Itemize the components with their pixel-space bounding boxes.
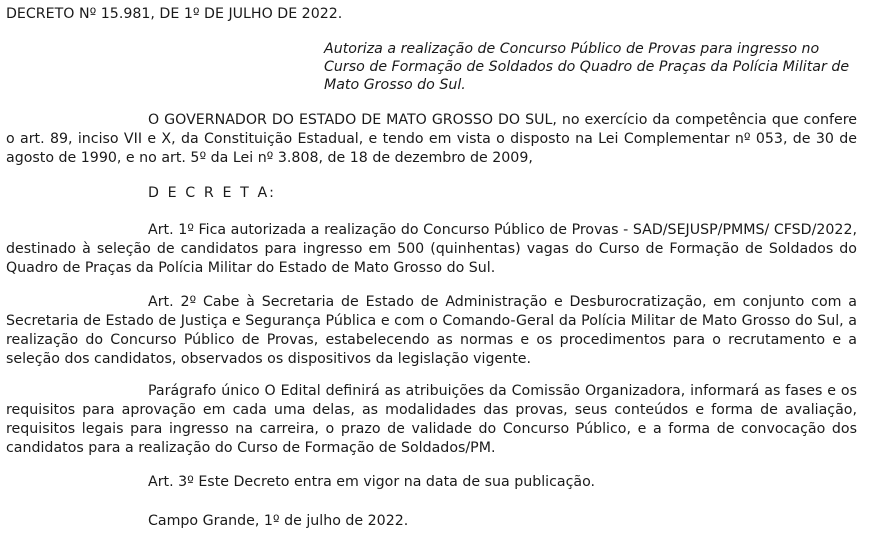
article-2-text: Art. 2º Cabe à Secretaria de Estado de Administração e Desburocratização, em conjunto com a Secretaria de Estado de Justiça e Segurança Pública e com o Comando-Geral da Polícia Militar de Mato Grosso do Sul, a realização do Concurso Público de Provas, estabelecendo as normas e os procedimentos para o recrutamento e a seleção dos candidatos, observados os dispositivos da legislação vigente. <box>6 294 857 367</box>
decreta-label: D E C R E T A: <box>148 185 276 201</box>
article-3: Art. 3º Este Decreto entra em vigor na data de sua publicação. <box>148 474 596 490</box>
article-1-text: Art. 1º Fica autorizada a realização do Concurso Público de Provas - SAD/SEJUSP/PMMS/ CFSD/2022, destinado à seleção de candidatos para ingresso em 500 (quinhentas) vagas do Curso de Formação de Soldados do Quadro de Praças da Polícia Militar do Estado de Mato Grosso do Sul. <box>6 222 857 276</box>
article-2 <box>6 293 857 369</box>
intro-text: O GOVERNADOR DO ESTADO DE MATO GROSSO DO SUL, no exercício da competência que confere o art. 89, inciso VII e X, da Constituição Estadual, e tendo em vista o disposto na Lei Complementar nº 053, de 30 de agosto de 1990, e no art. 5º da Lei nº 3.808, de 18 de dezembro de 2009, <box>6 112 857 166</box>
decree-heading: DECRETO Nº 15.981, DE 1º DE JULHO DE 2022. <box>6 6 343 22</box>
paragrafo-unico-text: Parágrafo único O Edital definirá as atribuições da Comissão Organizadora, informará as fases e os requisitos para aprovação em cada uma delas, as modalidades das provas, seus conteúdos e forma de avaliação, requisitos legais para ingresso na carreira, o prazo de validade do Concurso Público, e a forma de convocação dos candidatos para a realização do Curso de Formação de Soldados/PM. <box>6 383 857 456</box>
decree-ementa: Autoriza a realização de Concurso Público de Provas para ingresso no Curso de Formação de Soldados do Quadro de Praças da Polícia Militar de Mato Grosso do Sul. <box>324 41 850 94</box>
place-and-date: Campo Grande, 1º de julho de 2022. <box>148 513 409 529</box>
paragrafo-unico <box>6 382 857 458</box>
intro-paragraph <box>6 111 857 168</box>
article-1 <box>6 221 857 278</box>
